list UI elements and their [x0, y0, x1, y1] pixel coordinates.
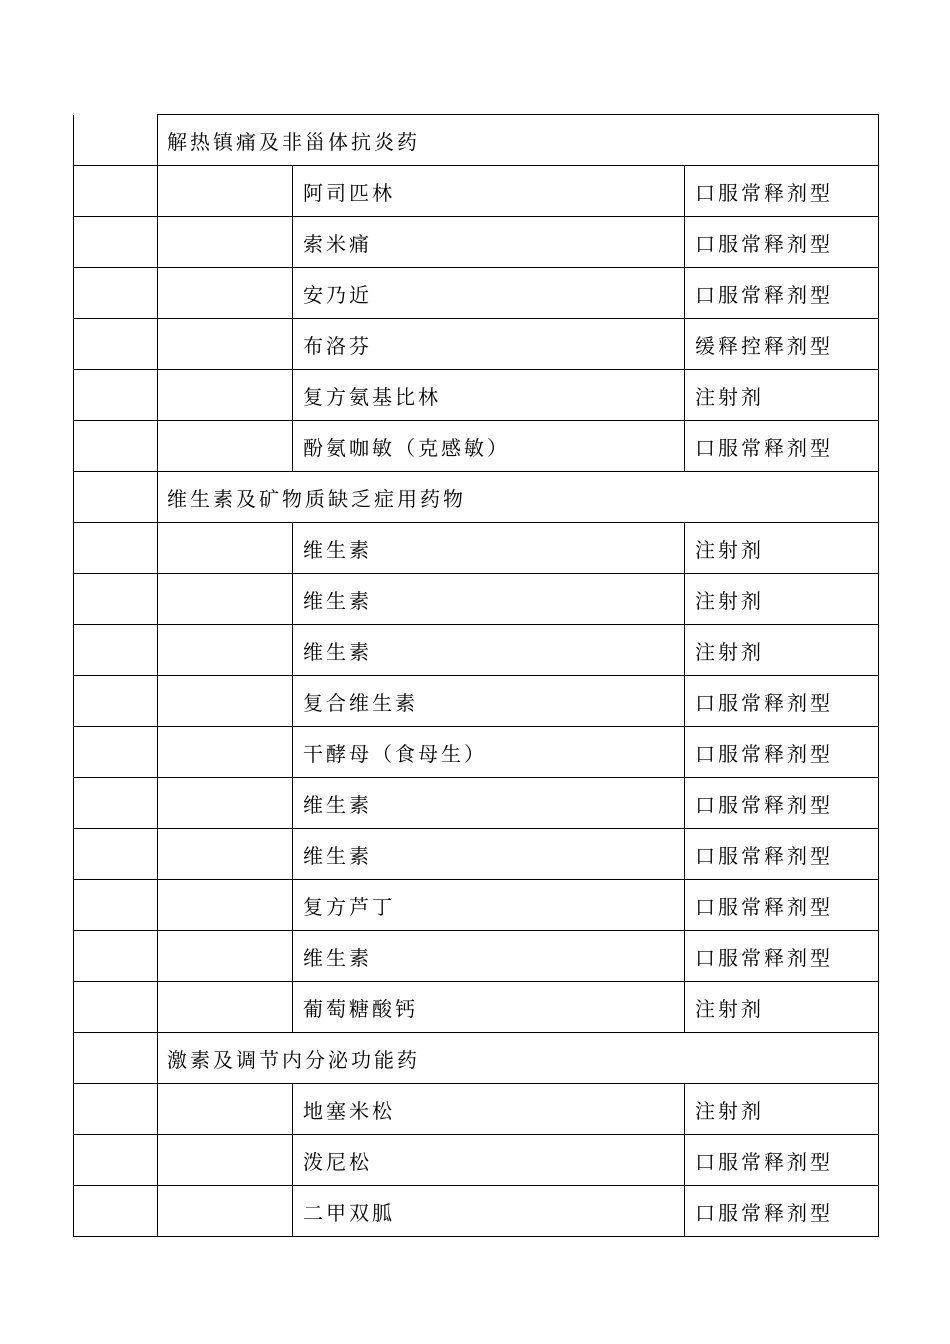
- drug-name: 维生素: [293, 778, 685, 829]
- dosage-form: 口服常释剂型: [685, 1186, 879, 1237]
- code-cell: [158, 676, 293, 727]
- index-cell: [74, 1186, 158, 1237]
- table-row: [74, 727, 879, 778]
- index-cell: [74, 727, 158, 778]
- drug-name: 酚氨咖敏（克感敏）: [293, 421, 685, 472]
- index-cell: [74, 625, 158, 676]
- dosage-form: 口服常释剂型: [685, 829, 879, 880]
- code-cell: [158, 829, 293, 880]
- dosage-form: 口服常释剂型: [685, 268, 879, 319]
- index-cell: [74, 931, 158, 982]
- index-cell: [74, 523, 158, 574]
- table-row: [74, 319, 879, 370]
- table-row: [74, 880, 879, 931]
- drug-name: 葡萄糖酸钙: [293, 982, 685, 1033]
- index-cell: [74, 829, 158, 880]
- drug-name: 阿司匹林: [293, 166, 685, 217]
- code-cell: [158, 778, 293, 829]
- code-cell: [158, 268, 293, 319]
- code-cell: [158, 982, 293, 1033]
- dosage-form: 注射剂: [685, 982, 879, 1033]
- code-cell: [158, 727, 293, 778]
- dosage-form: 缓释控释剂型: [685, 319, 879, 370]
- code-cell: [158, 319, 293, 370]
- index-cell: [74, 268, 158, 319]
- table-row: [74, 676, 879, 727]
- drug-name: 二甲双胍: [293, 1186, 685, 1237]
- drug-name: 干酵母（食母生）: [293, 727, 685, 778]
- table-row: [74, 523, 879, 574]
- category-row: [74, 115, 879, 166]
- code-cell: [158, 574, 293, 625]
- index-cell: [74, 166, 158, 217]
- table-row: [74, 625, 879, 676]
- code-cell: [158, 421, 293, 472]
- category-row-index-cell: [74, 472, 158, 523]
- code-cell: [158, 931, 293, 982]
- category-row: [74, 1033, 879, 1084]
- table-row: [74, 1084, 879, 1135]
- drug-list-body: [74, 115, 879, 1237]
- code-cell: [158, 1084, 293, 1135]
- table-row: [74, 217, 879, 268]
- category-label: 解热镇痛及非甾体抗炎药: [158, 115, 879, 166]
- category-label: 激素及调节内分泌功能药: [158, 1033, 879, 1084]
- code-cell: [158, 370, 293, 421]
- dosage-form: 注射剂: [685, 370, 879, 421]
- index-cell: [74, 1084, 158, 1135]
- code-cell: [158, 1135, 293, 1186]
- code-cell: [158, 880, 293, 931]
- dosage-form: 注射剂: [685, 523, 879, 574]
- code-cell: [158, 217, 293, 268]
- drug-name: 地塞米松: [293, 1084, 685, 1135]
- drug-name: 维生素: [293, 829, 685, 880]
- table-row: [74, 1186, 879, 1237]
- drug-name: 索米痛: [293, 217, 685, 268]
- table-row: [74, 1135, 879, 1186]
- table-row: [74, 268, 879, 319]
- table-row: [74, 574, 879, 625]
- category-row-index-cell: [74, 115, 158, 166]
- dosage-form: 注射剂: [685, 1084, 879, 1135]
- dosage-form: 口服常释剂型: [685, 676, 879, 727]
- code-cell: [158, 523, 293, 574]
- index-cell: [74, 217, 158, 268]
- drug-name: 维生素: [293, 931, 685, 982]
- drug-name: 维生素: [293, 523, 685, 574]
- dosage-form: 口服常释剂型: [685, 727, 879, 778]
- drug-name: 安乃近: [293, 268, 685, 319]
- code-cell: [158, 166, 293, 217]
- index-cell: [74, 778, 158, 829]
- drug-name: 维生素: [293, 625, 685, 676]
- table-row: [74, 982, 879, 1033]
- index-cell: [74, 982, 158, 1033]
- drug-name: 复方芦丁: [293, 880, 685, 931]
- dosage-form: 口服常释剂型: [685, 778, 879, 829]
- drug-name: 复合维生素: [293, 676, 685, 727]
- drug-name: 维生素: [293, 574, 685, 625]
- index-cell: [74, 1135, 158, 1186]
- dosage-form: 口服常释剂型: [685, 880, 879, 931]
- index-cell: [74, 319, 158, 370]
- code-cell: [158, 1186, 293, 1237]
- index-cell: [74, 676, 158, 727]
- code-cell: [158, 625, 293, 676]
- category-label: 维生素及矿物质缺乏症用药物: [158, 472, 879, 523]
- drug-name: 布洛芬: [293, 319, 685, 370]
- drug-name: 泼尼松: [293, 1135, 685, 1186]
- table-row: [74, 370, 879, 421]
- table-row: [74, 931, 879, 982]
- index-cell: [74, 880, 158, 931]
- dosage-form: 注射剂: [685, 625, 879, 676]
- dosage-form: 口服常释剂型: [685, 931, 879, 982]
- table-row: [74, 166, 879, 217]
- index-cell: [74, 370, 158, 421]
- table-row: [74, 421, 879, 472]
- dosage-form: 口服常释剂型: [685, 421, 879, 472]
- category-row: [74, 472, 879, 523]
- drug-list-table: [73, 114, 879, 1237]
- drug-name: 复方氨基比林: [293, 370, 685, 421]
- dosage-form: 口服常释剂型: [685, 217, 879, 268]
- dosage-form: 口服常释剂型: [685, 1135, 879, 1186]
- table-row: [74, 778, 879, 829]
- index-cell: [74, 574, 158, 625]
- dosage-form: 注射剂: [685, 574, 879, 625]
- dosage-form: 口服常释剂型: [685, 166, 879, 217]
- index-cell: [74, 421, 158, 472]
- category-row-index-cell: [74, 1033, 158, 1084]
- table-row: [74, 829, 879, 880]
